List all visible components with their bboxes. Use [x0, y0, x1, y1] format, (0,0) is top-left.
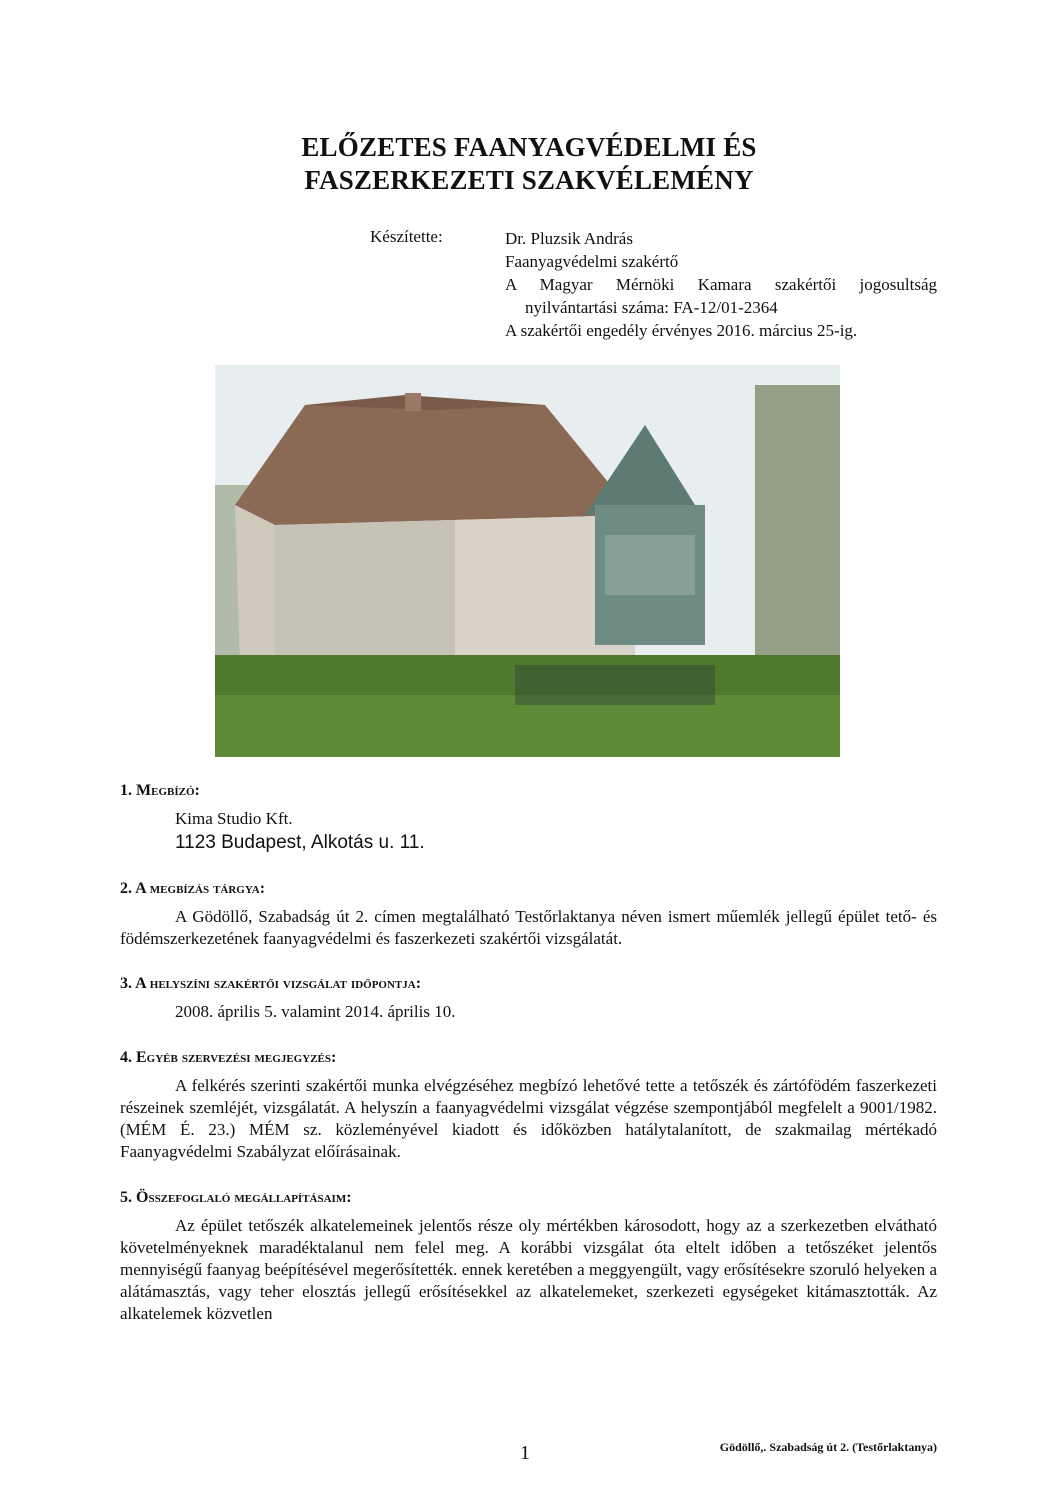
- page-number: 1: [520, 1442, 530, 1464]
- section-text: A felkérés szerinti szakértői munka elvégzéséhez megbízó lehetővé tette a tetőszék és zártófödém faszerkezeti részeinek szemléjét, vizsgálatát. A helyszín a faanyagvédelmi vizsgálat végzése szempontjából megfelelt a 9001/1982. (MÉM É. 23.) MÉM sz. közleményével kiadott és időközben hatálytalanított, de szakmailag mértékadó Faanyagvédelmi Szabályzat előírásainak.: [120, 1076, 937, 1161]
- section-heading: 4. Egyéb szervezési megjegyzés:: [120, 1049, 337, 1066]
- author-name: Dr. Pluzsik András: [505, 229, 633, 248]
- section-heading: 1. Megbízó:: [120, 782, 200, 799]
- section-text: Az épület tetőszék alkatelemeinek jelentős része oly mértékben károsodott, hogy az a szerkezetben elvátható követelményeknek maradéktalanul nem felel meg. A korábbi vizsgálat óta eltelt időben a tetőszéket jelentős mennyiségű faanyag beépítésével megerősítették. ennek keretében a meggyengült, vagy erősítésekre szoruló helyeken a alátámasztás, vagy teher elosztás jellegű erősítésekkel az alkatelemeket, szerkezeti egységeket kitámasztották. Az alkatelemek közvetlen: [120, 1216, 937, 1323]
- author-license-2: nyilvántartási száma: FA-12/01-2364: [525, 298, 778, 317]
- section-subject: [120, 878, 937, 950]
- author-role: Faanyagvédelmi szakértő: [505, 252, 679, 271]
- section-heading: 2. A megbízás tárgya:: [120, 880, 266, 897]
- section-client: [120, 780, 937, 856]
- footer-text: Gödöllő,. Szabadság út 2. (Testőrlaktanya): [719, 1440, 937, 1454]
- section-summary: [120, 1187, 937, 1325]
- client-address: 1123 Budapest, Alkotás u. 11.: [175, 832, 425, 853]
- building-photo: [215, 365, 840, 757]
- author-license-1: A Magyar Mérnöki Kamara szakértői jogosultság: [505, 275, 937, 294]
- author-label: Készítette:: [370, 227, 443, 246]
- author-validity: A szakértői engedély érvényes 2016. március 25-ig.: [505, 321, 858, 340]
- section-notes: [120, 1047, 937, 1163]
- section-heading: 3. A helyszíni szakértői vizsgálat időpontja:: [120, 975, 422, 992]
- client-name: Kima Studio Kft.: [175, 809, 293, 828]
- title-line-1: ELŐZETES FAANYAGVÉDELMI ÉS: [301, 132, 757, 162]
- section-heading: 5. Összefoglaló megállapításaim:: [120, 1189, 352, 1206]
- document-title: [0, 131, 1058, 197]
- title-line-2: FASZERKEZETI SZAKVÉLEMÉNY: [304, 165, 754, 195]
- section-text: A Gödöllő, Szabadság út 2. címen megtalálható Testőrlaktanya néven ismert műemlék jellegű épület tető- és födémszerkezetének faanyagvédelmi és faszerkezeti szakértői vizsgálatát.: [120, 907, 937, 948]
- section-date: [120, 973, 937, 1023]
- author-block: [505, 227, 937, 342]
- section-text: 2008. április 5. valamint 2014. április 10.: [175, 1002, 456, 1021]
